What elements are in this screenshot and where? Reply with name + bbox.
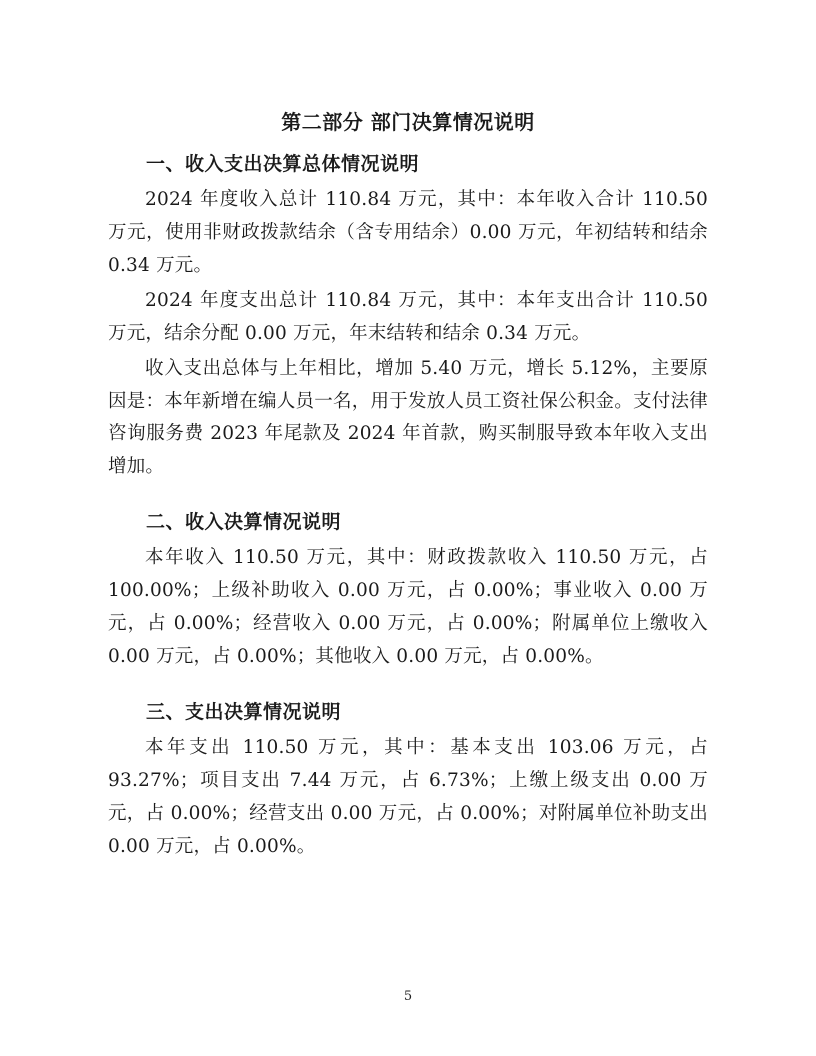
page-number: 5 <box>403 989 413 1004</box>
section-income-settlement <box>108 507 708 674</box>
paragraph: 本年支出 110.50 万元，其中：基本支出 103.06 万元，占 93.27%；项目支出 7.44 万元，占 6.73%；上缴上级支出 0.00 万元，占 0.00%；经营支出 0.00 万元，占 0.00%；对附属单位补助支出 0.00 万元，占 0.00%。 <box>108 736 708 857</box>
paragraph: 2024 年度支出总计 110.84 万元，其中：本年支出合计 110.50 万元，结余分配 0.00 万元，年末结转和结余 0.34 万元。 <box>108 289 708 344</box>
section-heading: 三、支出决算情况说明 <box>146 700 342 723</box>
section-expenditure-settlement <box>108 697 708 864</box>
paragraph: 收入支出总体与上年相比，增加 5.40 万元，增长 5.12%，主要原因是：本年新增在编人员一名，用于发放人员工资社保公积金。支付法律咨询服务费 2023 年尾款及 2024 年首款，购买制服导致本年收入支出增加。 <box>108 357 708 478</box>
spacer <box>108 676 708 685</box>
page-title: 第二部分 部门决算情况说明 <box>281 110 535 134</box>
paragraph: 2024 年度收入总计 110.84 万元，其中：本年收入合计 110.50 万元，使用非财政拨款结余（含专用结余）0.00 万元，年初结转和结余 0.34 万元。 <box>108 189 708 276</box>
section-income-expense-overview <box>108 149 708 484</box>
section-heading: 一、收入支出决算总体情况说明 <box>146 153 420 175</box>
spacer <box>108 486 708 495</box>
paragraph: 本年收入 110.50 万元，其中：财政拨款收入 110.50 万元，占 100.00%；上级补助收入 0.00 万元，占 0.00%；事业收入 0.00 万元，占 0.00%；经营收入 0.00 万元，占 0.00%；附属单位上缴收入 0.00 万元，占 0.00%；其他收入 0.00 万元，占 0.00%。 <box>108 547 708 668</box>
section-heading: 二、收入决算情况说明 <box>146 511 342 534</box>
